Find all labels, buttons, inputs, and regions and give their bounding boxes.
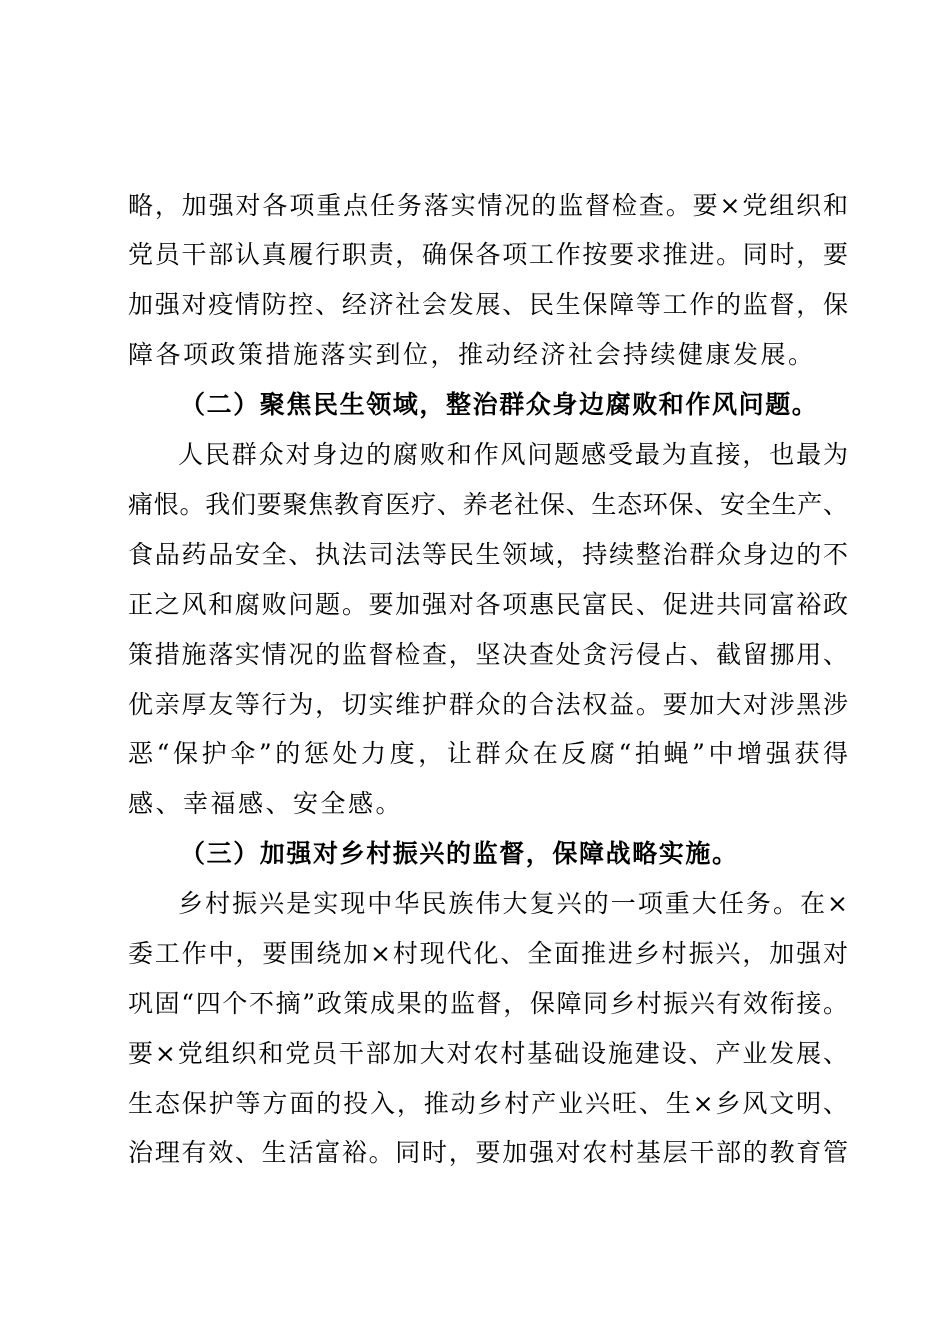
paragraph-line: 人民群众对身边的腐败和作风问题感受最为直接，也最为: [178, 440, 848, 469]
paragraph-line: 恶“保护伞”的惩处力度，让群众在反腐“拍蝇”中增强获得: [128, 739, 848, 768]
paragraph-line: 加强对疫情防控、经济社会发展、民生保障等工作的监督，保: [128, 290, 848, 319]
paragraph-line: 乡村振兴是实现中华民族伟大复兴的一项重大任务。在×: [178, 889, 848, 918]
paragraph-line: 巩固“四个不摘”政策成果的监督，保障同乡村振兴有效衔接。: [128, 989, 848, 1018]
paragraph-line: 要×党组织和党员干部加大对农村基础设施建设、产业发展、: [128, 1039, 848, 1068]
section-heading-2: （二）聚焦民生领域，整治群众身边腐败和作风问题。: [180, 390, 819, 419]
paragraph-line: 障各项政策措施落实到位，推动经济社会持续健康发展。: [128, 340, 816, 369]
paragraph-line: 委工作中，要围绕加×村现代化、全面推进乡村振兴，加强对: [128, 939, 848, 968]
paragraph-line: 生态保护等方面的投入，推动乡村产业兴旺、生×乡风文明、: [128, 1089, 848, 1118]
paragraph-line: 策措施落实情况的监督检查，坚决查处贪污侵占、截留挪用、: [128, 640, 848, 669]
paragraph-line: 治理有效、生活富裕。同时，要加强对农村基层干部的教育管: [128, 1138, 848, 1167]
paragraph-line: 感、幸福感、安全感。: [128, 789, 404, 818]
paragraph-line: 正之风和腐败问题。要加强对各项惠民富民、促进共同富裕政: [128, 590, 848, 619]
section-heading-3: （三）加强对乡村振兴的监督，保障战略实施。: [180, 839, 739, 868]
paragraph-line: 党员干部认真履行职责，确保各项工作按要求推进。同时，要: [128, 240, 848, 269]
paragraph-line: 食品药品安全、执法司法等民生领域，持续整治群众身边的不: [128, 540, 848, 569]
paragraph-line: 痛恨。我们要聚焦教育医疗、养老社保、生态环保、安全生产、: [128, 490, 848, 519]
paragraph-line: 优亲厚友等行为，切实维护群众的合法权益。要加大对涉黑涉: [128, 690, 848, 719]
paragraph-line: 略，加强对各项重点任务落实情况的监督检查。要×党组织和: [128, 191, 848, 220]
